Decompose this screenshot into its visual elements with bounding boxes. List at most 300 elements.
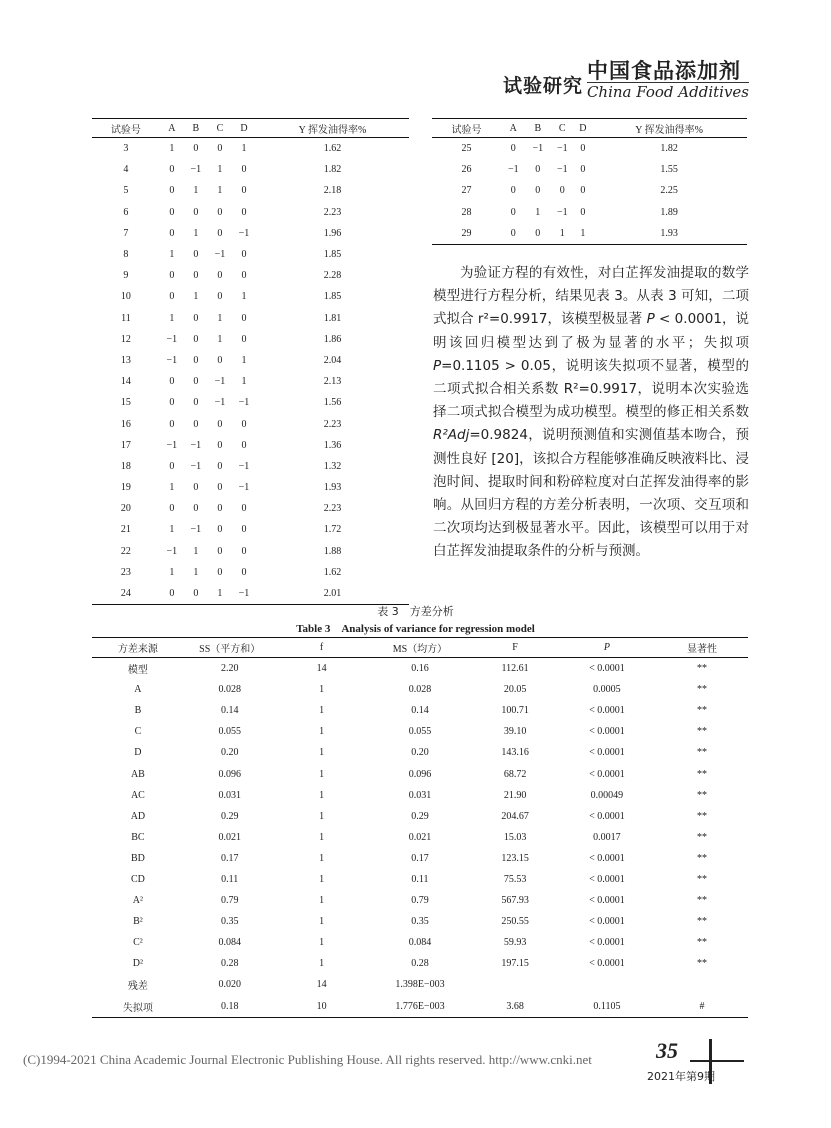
table-cell: # <box>699 1000 705 1012</box>
table-cell: 0.29 <box>411 810 429 822</box>
table-cell: 1 <box>193 566 199 578</box>
table-cell: 1.72 <box>323 524 342 536</box>
table-cell: ** <box>697 873 708 885</box>
table-cell: 1 <box>169 249 175 261</box>
table-cell: 10 <box>316 1000 327 1012</box>
table-cell: 0 <box>193 270 199 282</box>
table-cell: 1.36 <box>323 439 342 451</box>
table-cell: 11 <box>121 312 131 324</box>
table-cell: < 0.0001 <box>589 916 625 928</box>
table-cell: 0 <box>535 227 541 239</box>
table-cell: 0.35 <box>411 916 429 928</box>
table-cell: ** <box>697 768 708 780</box>
table-cell: 204.67 <box>501 810 529 822</box>
table-cell: 0.18 <box>220 1000 239 1012</box>
table-cell <box>656 974 748 995</box>
table-cell: 0 <box>193 354 199 366</box>
table-cell: 0 <box>217 143 223 155</box>
journal-header <box>503 60 749 100</box>
table-cell: 1.85 <box>323 291 342 303</box>
table-cell: 1 <box>217 185 223 197</box>
table-cell: 1.62 <box>323 566 342 578</box>
table-cell: 17 <box>120 439 131 451</box>
table-cell: −1 <box>190 460 202 472</box>
journal-title-en: China Food Additives <box>586 83 749 101</box>
table-cell: 68.72 <box>503 768 527 780</box>
table-row <box>92 890 748 911</box>
table-cell: 59.93 <box>503 937 527 949</box>
table-cell: 3.68 <box>506 1000 524 1012</box>
table-cell: 2.23 <box>323 206 342 218</box>
table-cell: D² <box>132 958 144 970</box>
table-cell: ** <box>697 916 708 928</box>
table-cell: 2.25 <box>660 185 678 197</box>
table-cell: 1 <box>319 937 325 949</box>
table-cell: 12 <box>120 333 131 345</box>
table-cell: 1 <box>169 566 175 578</box>
table-cell: 0 <box>217 206 223 218</box>
table-cell: 0 <box>217 524 223 536</box>
table-row <box>432 202 747 223</box>
table-cell: 16 <box>120 418 131 430</box>
table-cell: 0 <box>193 482 199 494</box>
table-cell: 0 <box>217 482 223 494</box>
table-cell: −1 <box>166 545 178 557</box>
table-row <box>92 932 748 953</box>
table-cell: 0 <box>193 333 199 345</box>
table-cell: BD <box>130 852 145 864</box>
experiment-table-right <box>432 118 747 245</box>
table-row <box>92 456 409 477</box>
table-cell: 9 <box>123 270 129 282</box>
table-cell: 0 <box>169 418 175 430</box>
table-cell: 0 <box>193 376 199 388</box>
table-row <box>92 583 409 605</box>
table-cell: 1 <box>217 588 223 600</box>
anova-table <box>92 637 748 1018</box>
table-cell: 1 <box>169 312 175 324</box>
table-cell: −1 <box>238 227 250 239</box>
table-cell: B² <box>133 916 143 928</box>
table-cell: 1 <box>193 185 199 197</box>
table-cell: AC <box>130 789 145 801</box>
table-cell: 21.90 <box>503 789 527 801</box>
table-cell: 0 <box>169 588 175 600</box>
table-cell: 1 <box>217 312 223 324</box>
table-cell: 18 <box>120 460 131 472</box>
table-cell: AB <box>130 768 145 780</box>
table-cell: 0.020 <box>218 979 241 991</box>
table-cell: 0 <box>535 185 541 197</box>
table-cell: −1 <box>190 164 202 176</box>
table-cell: 2.28 <box>323 270 342 282</box>
table-cell: 2.04 <box>323 354 342 366</box>
table-cell: 0 <box>241 249 247 261</box>
table-row <box>92 202 409 223</box>
column-header: B <box>192 122 200 134</box>
table-cell: 1 <box>559 227 565 239</box>
table-cell: 1 <box>319 726 325 738</box>
table-cell: 1 <box>319 852 325 864</box>
column-header: D <box>579 122 587 134</box>
table-row <box>92 308 409 329</box>
table-cell: 1 <box>319 895 325 907</box>
table-row <box>92 763 748 784</box>
table-cell: 100.71 <box>501 705 529 717</box>
table-row <box>432 180 747 201</box>
table-row <box>92 265 409 286</box>
table-cell: B <box>134 705 142 717</box>
table-cell: 1 <box>319 916 325 928</box>
table-cell: 14 <box>316 663 327 675</box>
column-header: Y 挥发油得率% <box>635 124 703 136</box>
table-cell: 0 <box>169 270 175 282</box>
table-cell: 0.028 <box>408 684 432 696</box>
table-cell: 0 <box>217 418 223 430</box>
table-cell: −1 <box>166 439 178 451</box>
table-cell: 0 <box>193 503 199 515</box>
table-cell: 143.16 <box>501 747 529 759</box>
table-cell: 0 <box>535 164 541 176</box>
experiment-table-left <box>92 118 409 605</box>
table-cell: −1 <box>532 143 544 155</box>
column-header: A <box>168 122 176 134</box>
table-cell: 0.14 <box>411 705 429 717</box>
table-cell: 0.1105 <box>593 1000 621 1012</box>
table-cell: 26 <box>461 164 472 176</box>
table-cell: 0.29 <box>220 810 239 822</box>
table-cell: −1 <box>214 376 226 388</box>
table-cell: 0 <box>193 312 199 324</box>
table-cell: 0 <box>217 354 223 366</box>
table-cell: 0 <box>193 143 199 155</box>
table-cell: 2.01 <box>323 588 342 600</box>
table-row <box>92 138 409 160</box>
column-header: SS（平方和） <box>199 644 261 655</box>
table-cell: −1 <box>190 439 202 451</box>
table-cell: ** <box>697 831 708 843</box>
table-cell: 0 <box>169 227 175 239</box>
table-cell: C <box>134 726 142 738</box>
table-cell: 0 <box>169 397 175 409</box>
table-row <box>92 721 748 742</box>
table-cell: 1.88 <box>323 545 342 557</box>
table-cell: ** <box>697 726 708 738</box>
table-cell <box>472 974 557 995</box>
table-cell: 1 <box>169 143 175 155</box>
table-cell: 0.17 <box>220 852 239 864</box>
table-cell: 1.56 <box>323 397 342 409</box>
table-cell: 1.89 <box>660 206 678 218</box>
table-cell: 0 <box>169 185 175 197</box>
table-cell: 0.031 <box>408 789 432 801</box>
table-cell: 1.55 <box>660 164 678 176</box>
table-cell: 0.055 <box>218 726 241 738</box>
table-cell: 1.81 <box>323 312 342 324</box>
table-row <box>92 848 748 869</box>
table-cell: C² <box>133 937 143 949</box>
table-row <box>92 392 409 413</box>
table-cell: 2.23 <box>323 418 342 430</box>
table-cell: ** <box>697 789 708 801</box>
table-cell: −1 <box>166 354 178 366</box>
table-cell <box>558 974 656 995</box>
table-cell: 0.16 <box>411 663 429 675</box>
table-cell: 1 <box>241 291 247 303</box>
table-cell: 1.776E−003 <box>395 1000 445 1012</box>
table-cell: 0 <box>241 206 247 218</box>
table-cell: < 0.0001 <box>589 873 625 885</box>
table-cell: 0.35 <box>220 916 239 928</box>
table-cell: 0 <box>217 545 223 557</box>
table-row <box>92 371 409 392</box>
table-cell: 1.96 <box>323 227 342 239</box>
table-cell: 1 <box>217 164 223 176</box>
table-cell: 1 <box>319 747 325 759</box>
table-cell: 0 <box>193 418 199 430</box>
table-cell: 0 <box>580 185 586 197</box>
table-row <box>92 286 409 307</box>
table-cell: 0 <box>169 164 175 176</box>
table-cell: 1.398E−003 <box>395 979 445 991</box>
table-cell: 0 <box>241 164 247 176</box>
table-row <box>432 159 747 180</box>
table-cell: ** <box>697 663 708 675</box>
table-row <box>92 869 748 890</box>
table-row <box>92 159 409 180</box>
table-cell: −1 <box>166 333 178 345</box>
table-cell: 2.18 <box>323 185 342 197</box>
table-cell: 123.15 <box>501 852 529 864</box>
table-cell: 0 <box>580 206 586 218</box>
table-cell: 15.03 <box>503 831 527 843</box>
table-cell: 2.23 <box>323 503 342 515</box>
table-cell: ** <box>697 747 708 759</box>
table-cell: 0 <box>193 588 199 600</box>
table-cell: 0 <box>217 270 223 282</box>
table-cell: 0 <box>217 291 223 303</box>
table-cell: 1 <box>169 482 175 494</box>
table-cell: 1.32 <box>323 460 342 472</box>
paragraph-text-2: < 0.0001，说明该回归模型达到了极为显著的水平；失拟项 <box>433 311 749 351</box>
table-cell: 0 <box>510 206 516 218</box>
column-header: MS（均方） <box>392 644 448 655</box>
table-cell: 1 <box>169 524 175 536</box>
table-cell: < 0.0001 <box>589 810 625 822</box>
table-cell: 0 <box>241 545 247 557</box>
table-cell: < 0.0001 <box>589 747 625 759</box>
table-cell: 1 <box>319 831 325 843</box>
table-cell: −1 <box>556 206 568 218</box>
table-cell: 0 <box>217 503 223 515</box>
table-row <box>92 541 409 562</box>
table-cell: 27 <box>461 185 472 197</box>
table-cell: 15 <box>120 397 131 409</box>
table-cell: D <box>134 747 142 759</box>
table-cell: 2.13 <box>323 376 342 388</box>
table-cell: 1 <box>319 768 325 780</box>
table-cell: CD <box>130 873 145 885</box>
table-cell: 残差 <box>127 981 148 993</box>
table-cell: 0 <box>217 439 223 451</box>
table-cell: 0.11 <box>411 873 429 885</box>
table-cell: ** <box>697 895 708 907</box>
table-row <box>92 742 748 763</box>
page-tick <box>690 1060 744 1062</box>
table-cell: ** <box>697 852 708 864</box>
table-cell: 0 <box>169 291 175 303</box>
table-cell: 0.28 <box>411 958 429 970</box>
table-row <box>92 827 748 848</box>
table-cell: ** <box>697 958 708 970</box>
table-cell: −1 <box>507 164 519 176</box>
column-header: A <box>509 122 517 134</box>
column-header: 试验号 <box>451 124 482 136</box>
issue-label: 2021年第9期 <box>647 1070 715 1083</box>
table-cell: < 0.0001 <box>589 726 625 738</box>
table-cell: 0 <box>510 227 516 239</box>
table-cell: 0 <box>241 333 247 345</box>
journal-title-cn: 中国食品添加剂 <box>586 58 741 83</box>
table-cell: −1 <box>214 249 226 261</box>
table-row <box>92 658 748 680</box>
table-row <box>92 498 409 519</box>
table-cell: 0.17 <box>411 852 429 864</box>
table-cell: 24 <box>120 588 131 600</box>
section-label: 试验研究 <box>502 75 583 97</box>
analysis-paragraph <box>433 262 749 564</box>
table-cell: 6 <box>123 206 129 218</box>
table-cell: 1 <box>535 206 541 218</box>
table-cell: A² <box>132 895 144 907</box>
table-cell: 1 <box>217 333 223 345</box>
table-cell: 0 <box>169 206 175 218</box>
table-cell: 0 <box>193 397 199 409</box>
table-cell: < 0.0001 <box>589 768 625 780</box>
table-cell: 29 <box>461 227 472 239</box>
table-cell: −1 <box>238 588 250 600</box>
table-cell: BC <box>131 831 145 843</box>
table-cell: 0 <box>241 312 247 324</box>
table-cell: 1 <box>319 789 325 801</box>
table-cell: 0 <box>241 503 247 515</box>
table-cell: ** <box>697 937 708 949</box>
column-header: P <box>603 642 610 653</box>
table-cell: 8 <box>123 249 129 261</box>
table-row <box>92 785 748 806</box>
table-cell: 0 <box>241 418 247 430</box>
table-row <box>92 911 748 932</box>
table-cell: ** <box>697 810 708 822</box>
table-cell: 13 <box>120 354 131 366</box>
table-cell: 0 <box>580 143 586 155</box>
table-row <box>92 477 409 498</box>
paragraph-text-4: =0.9824，说明预测值和实测值基本吻合，预测性良好 [20]，该拟合方程能够准确反映液料比、浸泡时间、提取时间和粉碎粒度对白芷挥发油得率的影响。从回归方程的方差分析表明，一次项、交互项和二次项均达到极显著水平。因此，该模型可以用于对白芷挥发油提取条件的分析与预测。 <box>433 427 749 560</box>
table-cell: 0.055 <box>408 726 432 738</box>
table-cell: A <box>134 684 142 696</box>
table-cell: 0.084 <box>218 937 241 949</box>
table-cell: < 0.0001 <box>589 663 625 675</box>
paragraph-text-3: =0.1105 > 0.05，说明该失拟项不显著，模型的二项式拟合相关系数 R²=0.9917，说明本次实验选择二项式拟合模型为成功模型。模型的修正相关系数 <box>433 357 749 421</box>
table-cell: 1 <box>241 354 247 366</box>
table-row <box>432 223 747 245</box>
table-cell: 250.55 <box>501 916 529 928</box>
column-header: D <box>240 122 248 134</box>
table-cell: < 0.0001 <box>589 705 625 717</box>
table-cell: 28 <box>461 206 472 218</box>
table-cell: 1.82 <box>660 143 678 155</box>
table-cell: 1.93 <box>323 482 342 494</box>
table-row <box>92 679 748 700</box>
table-cell: < 0.0001 <box>589 937 625 949</box>
table-cell: 3 <box>123 143 129 155</box>
table-row <box>92 180 409 201</box>
table-cell: 19 <box>120 482 131 494</box>
table-cell: −1 <box>214 397 226 409</box>
table-cell: 0 <box>217 566 223 578</box>
table-cell: 1 <box>319 684 325 696</box>
table-row <box>92 223 409 244</box>
table-cell: 1 <box>193 291 199 303</box>
table-cell: ** <box>697 684 708 696</box>
table-cell: 0 <box>169 460 175 472</box>
table-cell: 0.79 <box>220 895 239 907</box>
table-cell: < 0.0001 <box>589 958 625 970</box>
table-cell: 0.14 <box>220 705 239 717</box>
table-cell: 22 <box>120 545 131 557</box>
table-cell: 0 <box>241 524 247 536</box>
column-header: 显著性 <box>687 644 718 655</box>
table-cell: 0.021 <box>218 831 241 843</box>
column-header: C <box>558 122 566 134</box>
column-header: C <box>216 122 224 134</box>
table-row <box>92 974 748 995</box>
table-cell: < 0.0001 <box>589 895 625 907</box>
table-cell: 1.85 <box>323 249 342 261</box>
table-cell: −1 <box>238 397 250 409</box>
p-variable-2: P <box>433 357 442 374</box>
table-cell: 0.021 <box>408 831 432 843</box>
table-cell: 0 <box>580 164 586 176</box>
table-cell: 1 <box>319 873 325 885</box>
table-row <box>92 953 748 974</box>
table-row <box>92 806 748 827</box>
table-cell: 1.86 <box>323 333 342 345</box>
table-cell: 0.0017 <box>593 831 621 843</box>
table-cell: 0 <box>559 185 565 197</box>
table-cell: 0.0005 <box>593 684 621 696</box>
table-cell: 0 <box>217 460 223 472</box>
table-row <box>92 244 409 265</box>
table-cell: 0.096 <box>218 768 241 780</box>
table-cell: 0 <box>193 249 199 261</box>
table-cell: 2.20 <box>220 663 239 675</box>
table-cell: 0 <box>510 185 516 197</box>
table3-caption-cn: 表 3 方差分析 <box>377 605 454 618</box>
table-cell: 1.93 <box>660 227 678 239</box>
table-cell: 1 <box>319 810 325 822</box>
table-cell: 0 <box>169 376 175 388</box>
table-cell: −1 <box>238 460 250 472</box>
table-cell: 0 <box>510 143 516 155</box>
table-cell: 567.93 <box>501 895 529 907</box>
table-cell: −1 <box>556 143 568 155</box>
table-row <box>92 700 748 721</box>
p-variable: P <box>646 311 655 328</box>
table-cell: 20.05 <box>503 684 527 696</box>
table-cell: 模型 <box>127 665 148 677</box>
column-header: 试验号 <box>110 124 141 136</box>
